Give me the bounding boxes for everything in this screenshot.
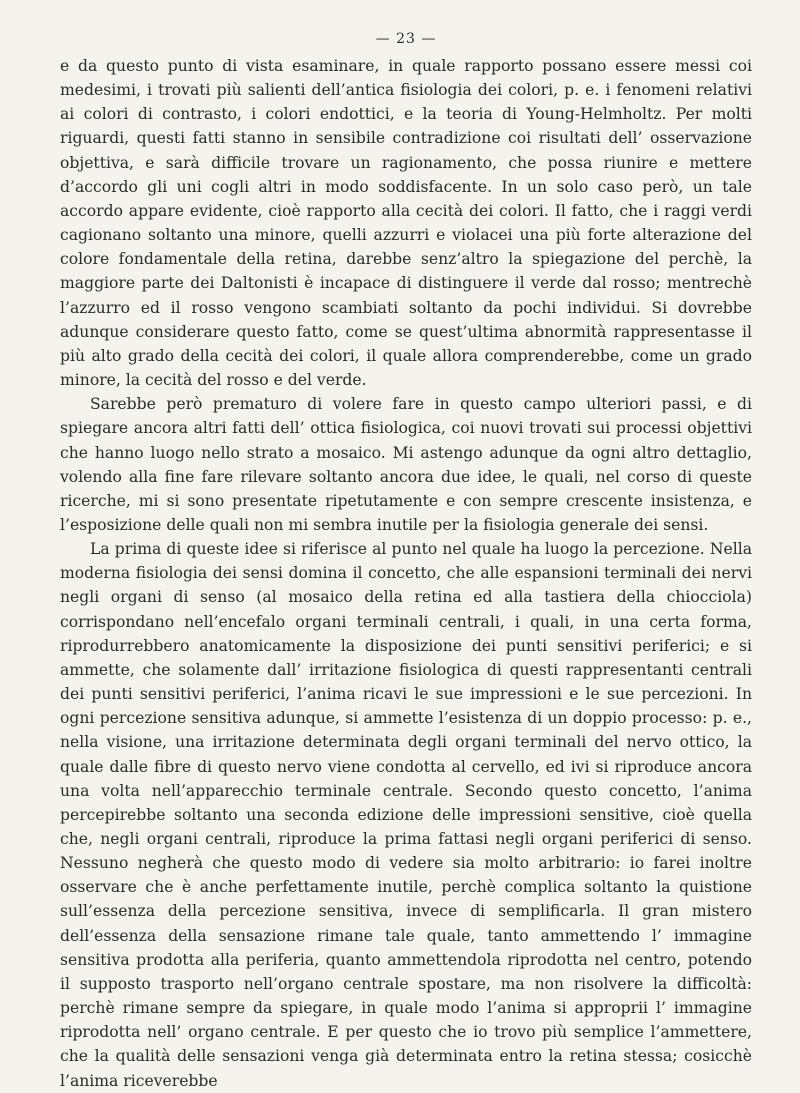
body-text bbox=[60, 54, 752, 1093]
paragraph: La prima di queste idee si riferisce al punto nel quale ha luogo la percezione. Nella moderna fisiologia dei sensi domina il concetto, che alle espansioni terminali dei nervi negli organi di senso (al mosaico della retina ed alla tastiera della chiocciola) corrispondano nell’encefalo organi terminali centrali, i quali, in una certa forma, riprodurrebbero anatomicamente la disposizione dei punti sensitivi periferici; e si ammette, che solamente dall’ irritazione fisiologica di questi rappresentanti centrali dei punti sensitivi periferici, l’anima ricavi le sue impressioni e le sue percezioni. In ogni percezione sensitiva adunque, si ammette l’esistenza di un doppio processo: p. e., nella visione, una irritazione determinata degli organi terminali del nervo ottico, la quale dalle fibre di questo nervo viene condotta al cervello, ed ivi si riproduce ancora una volta nell’apparecchio terminale centrale. Secondo questo concetto, l’anima percepirebbe soltanto una seconda edizione delle impressioni sensitive, cioè quella che, negli organi centrali, riproduce la prima fattasi negli organi periferici di senso. Nessuno negherà che questo modo di vedere sia molto arbitrario: io farei inoltre osservare che è anche perfettamente inutile, perchè complica soltanto la quistione sull’essenza della percezione sensitiva, invece di semplificarla. Il gran mistero dell’essenza della sensazione rimane tale quale, tanto ammettendo l’ immagine sensitiva prodotta alla periferia, quanto ammettendola riprodotta nel centro, potendo il supposto trasporto nell’organo centrale spostare, ma non risolvere la difficoltà: perchè rimane sempre da spiegare, in quale modo l’anima si approprii l’ immagine riprodotta nell’ organo centrale. E per questo che io trovo più semplice l’ammettere, che la qualità delle sensazioni venga già determinata entro la retina stessa; cosicchè l’anima riceverebbe bbox=[60, 540, 752, 1090]
paragraph-continuation: e da questo punto di vista esaminare, in quale rapporto possano essere messi coi medesimi, i trovati più salienti dell’antica fisiologia dei colori, p. e. i fenomeni relativi ai colori di contrasto, i colori endottici, e la teoria di Young-Helmholtz. Per molti riguardi, questi fatti stanno in sensibile contradizione coi risultati dell’ osservazione objettiva, e sarà difficile trovare un ragionamento, che possa riunire e mettere d’accordo gli uni cogli altri in modo soddisfacente. In un solo caso però, un tale accordo appare evidente, cioè rapporto alla cecità dei colori. Il fatto, che i raggi verdi cagionano soltanto una minore, quelli azzurri e violacei una più forte alterazione del colore fondamentale della retina, darebbe senz’altro la spiegazione del perchè, la maggiore parte dei Daltonisti è incapace di distinguere il verde dal rosso; mentrechè l’azzurro ed il rosso vengono scambiati soltanto da pochi individui. Si dovrebbe adunque considerare questo fatto, come se quest’ultima abnormità rappresentasse il più alto grado della cecità dei colori, il quale allora comprenderebbe, come un grado minore, la cecità del rosso e del verde. bbox=[60, 57, 752, 390]
page-number: — 23 — bbox=[375, 31, 437, 47]
paragraph: Sarebbe però prematuro di volere fare in questo campo ulteriori passi, e di spiegare ancora altri fatti dell’ ottica fisiologica, coi nuovi trovati sui processi objettivi che hanno luogo nello strato a mosaico. Mi astengo adunque da ogni altro dettaglio, volendo alla fine fare rilevare soltanto ancora due idee, le quali, nel corso di queste ricerche, mi si sono presentate ripetutamente e con sempre crescente insistenza, e l’esposizione delle quali non mi sembra inutile per la fisiologia generale dei sensi. bbox=[60, 395, 752, 534]
